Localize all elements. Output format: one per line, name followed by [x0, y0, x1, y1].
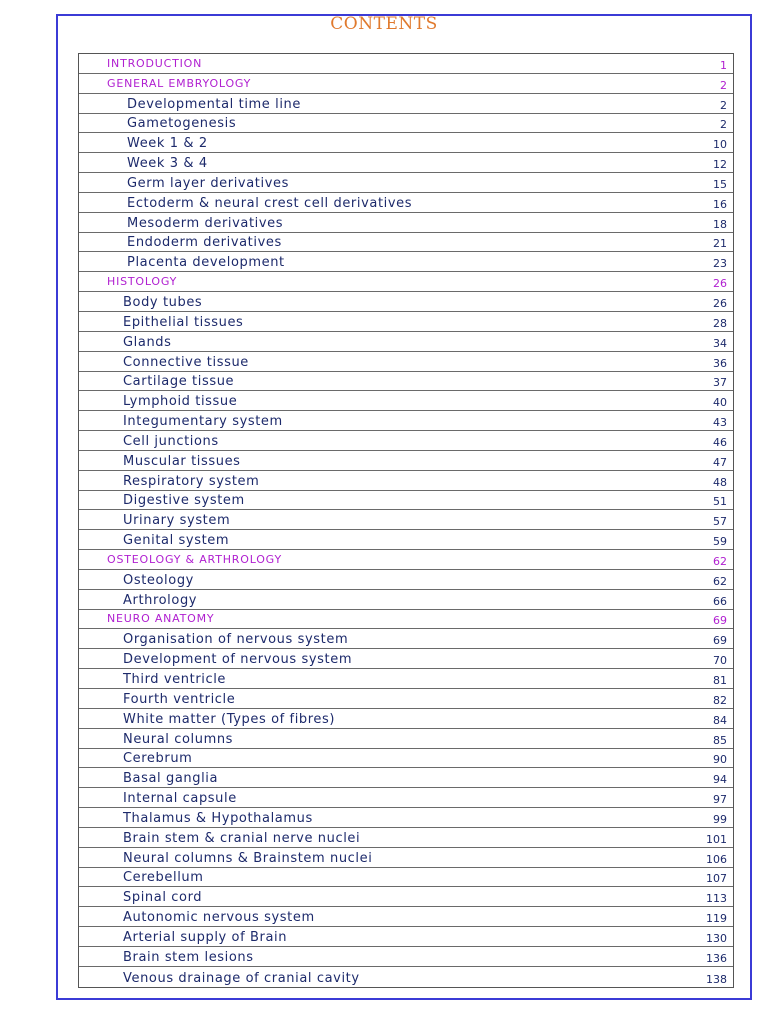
toc-page-number: 130 — [706, 931, 727, 945]
toc-entry-title: Brain stem lesions — [123, 949, 254, 965]
toc-page-number: 82 — [713, 693, 727, 707]
toc-entry-row — [79, 411, 733, 431]
toc-section-title: GENERAL EMBRYOLOGY — [107, 76, 252, 90]
toc-entry-row — [79, 967, 733, 987]
toc-page-number: 138 — [706, 972, 727, 986]
toc-entry-title: Mesoderm derivatives — [127, 215, 284, 231]
toc-page-number: 70 — [713, 654, 727, 668]
toc-section-row — [79, 54, 733, 74]
toc-page-number: 84 — [713, 713, 727, 727]
toc-page-number: 46 — [713, 435, 727, 449]
toc-page-number: 69 — [713, 614, 727, 628]
toc-page-number: 47 — [713, 455, 727, 469]
toc-entry-row — [79, 431, 733, 451]
toc-entry-title: Neural columns & Brainstem nuclei — [123, 850, 373, 866]
toc-entry-title: White matter (Types of fibres) — [123, 711, 336, 727]
toc-entry-title: Body tubes — [123, 294, 203, 310]
toc-page-number: 106 — [706, 852, 727, 866]
toc-page-number: 99 — [713, 812, 727, 826]
toc-page-number: 18 — [713, 217, 727, 231]
toc-section-row — [79, 74, 733, 94]
toc-entry-row — [79, 530, 733, 550]
toc-section-row — [79, 550, 733, 570]
toc-entry-row — [79, 173, 733, 193]
toc-entry-row — [79, 848, 733, 868]
toc-entry-title: Connective tissue — [123, 354, 249, 370]
toc-entry-title: Urinary system — [123, 513, 231, 529]
toc-entry-title: Neural columns — [123, 731, 234, 747]
toc-page-number: 10 — [713, 138, 727, 152]
toc-section-row — [79, 272, 733, 292]
toc-entry-row — [79, 709, 733, 729]
toc-entry-row — [79, 927, 733, 947]
toc-entry-row — [79, 471, 733, 491]
toc-entry-row — [79, 570, 733, 590]
toc-page-number: 119 — [706, 912, 727, 926]
toc-entry-title: Thalamus & Hypothalamus — [123, 810, 313, 826]
toc-entry-row — [79, 768, 733, 788]
toc-entry-row — [79, 292, 733, 312]
toc-entry-row — [79, 312, 733, 332]
toc-entry-row — [79, 153, 733, 173]
toc-entry-row — [79, 451, 733, 471]
toc-entry-title: Basal ganglia — [123, 771, 219, 787]
toc-page-number: 34 — [713, 336, 727, 350]
toc-page-number: 43 — [713, 416, 727, 430]
toc-entry-row — [79, 391, 733, 411]
toc-entry-row — [79, 788, 733, 808]
toc-entry-row — [79, 491, 733, 511]
toc-entry-title: Spinal cord — [123, 890, 203, 906]
toc-entry-title: Venous drainage of cranial cavity — [123, 970, 360, 986]
toc-entry-title: Placenta development — [127, 255, 285, 271]
toc-entry-row — [79, 729, 733, 749]
toc-entry-title: Gametogenesis — [127, 116, 237, 132]
toc-page-number: 62 — [713, 574, 727, 588]
toc-page-number: 66 — [713, 594, 727, 608]
toc-page-number: 37 — [713, 376, 727, 390]
toc-page-number: 107 — [706, 872, 727, 886]
toc-page-number: 2 — [720, 118, 727, 132]
toc-entry-row — [79, 887, 733, 907]
toc-entry-row — [79, 213, 733, 233]
toc-entry-title: Cell junctions — [123, 433, 219, 449]
table-of-contents — [78, 53, 734, 988]
toc-entry-title: Cartilage tissue — [123, 374, 235, 390]
toc-page-number: 85 — [713, 733, 727, 747]
toc-entry-row — [79, 352, 733, 372]
toc-page-number: 36 — [713, 356, 727, 370]
toc-page-number: 48 — [713, 475, 727, 489]
toc-entry-row — [79, 193, 733, 213]
toc-page-number: 90 — [713, 753, 727, 767]
toc-section-title: NEURO ANATOMY — [107, 612, 215, 626]
toc-entry-title: Fourth ventricle — [123, 691, 236, 707]
toc-page-number: 113 — [706, 892, 727, 906]
toc-entry-row — [79, 649, 733, 669]
toc-section-title: HISTOLOGY — [107, 275, 178, 289]
toc-entry-title: Cerebellum — [123, 870, 204, 886]
toc-entry-title: Digestive system — [123, 493, 245, 509]
toc-entry-title: Germ layer derivatives — [127, 175, 289, 191]
toc-page-number: 2 — [720, 98, 727, 112]
toc-entry-row — [79, 749, 733, 769]
toc-entry-title: Respiratory system — [123, 473, 260, 489]
toc-page-number: 2 — [720, 78, 727, 92]
toc-page-number: 94 — [713, 773, 727, 787]
toc-entry-title: Muscular tissues — [123, 453, 241, 469]
toc-page-number: 26 — [713, 296, 727, 310]
toc-page-number: 12 — [713, 158, 727, 172]
toc-entry-title: Brain stem & cranial nerve nuclei — [123, 830, 361, 846]
toc-entry-row — [79, 114, 733, 134]
toc-page-number: 81 — [713, 674, 727, 687]
toc-page-number: 97 — [713, 793, 727, 807]
toc-entry-title: Week 1 & 2 — [127, 136, 208, 152]
toc-entry-title: Epithelial tissues — [123, 314, 244, 330]
toc-page-number: 62 — [713, 554, 727, 568]
toc-entry-row — [79, 252, 733, 272]
toc-entry-row — [79, 907, 733, 927]
toc-entry-row — [79, 332, 733, 352]
toc-section-title: INTRODUCTION — [107, 56, 203, 70]
toc-page-number: 21 — [713, 237, 727, 251]
toc-entry-row — [79, 133, 733, 153]
toc-entry-title: Organisation of nervous system — [123, 632, 349, 648]
page-title: CONTENTS — [330, 14, 438, 34]
toc-entry-row — [79, 590, 733, 610]
toc-entry-title: Arthrology — [123, 592, 198, 608]
toc-section-row — [79, 610, 733, 630]
toc-entry-row — [79, 808, 733, 828]
toc-entry-title: Week 3 & 4 — [127, 156, 208, 172]
toc-entry-row — [79, 689, 733, 709]
toc-entry-row — [79, 828, 733, 848]
toc-entry-title: Arterial supply of Brain — [123, 929, 288, 945]
toc-entry-title: Lymphoid tissue — [123, 394, 238, 410]
toc-page-number: 28 — [713, 316, 727, 330]
toc-entry-title: Osteology — [123, 572, 194, 588]
toc-page-number: 69 — [713, 634, 727, 648]
toc-entry-title: Third ventricle — [123, 672, 227, 687]
toc-page-number: 23 — [713, 257, 727, 271]
toc-page-number: 26 — [713, 277, 727, 291]
toc-section-title: OSTEOLOGY & ARTHROLOGY — [107, 552, 282, 566]
toc-entry-title: Internal capsule — [123, 791, 237, 807]
toc-entry-row — [79, 372, 733, 392]
toc-entry-row — [79, 629, 733, 649]
toc-entry-title: Developmental time line — [127, 96, 301, 112]
toc-page-number: 15 — [713, 177, 727, 191]
toc-entry-title: Autonomic nervous system — [123, 910, 315, 926]
toc-page-number: 1 — [720, 58, 727, 72]
toc-entry-row — [79, 94, 733, 114]
toc-entry-title: Cerebrum — [123, 751, 193, 767]
toc-entry-title: Integumentary system — [123, 414, 283, 430]
toc-entry-title: Endoderm derivatives — [127, 235, 282, 251]
toc-page-number: 101 — [706, 832, 727, 846]
toc-page-number: 57 — [713, 515, 727, 529]
toc-entry-title: Glands — [123, 334, 172, 350]
toc-entry-row — [79, 868, 733, 888]
toc-entry-title: Development of nervous system — [123, 652, 353, 668]
toc-entry-row — [79, 669, 733, 689]
toc-entry-row — [79, 233, 733, 253]
toc-entry-row — [79, 947, 733, 967]
toc-page-number: 59 — [713, 535, 727, 549]
toc-page-number: 51 — [713, 495, 727, 509]
toc-page-number: 40 — [713, 396, 727, 410]
toc-page-number: 136 — [706, 951, 727, 965]
toc-entry-title: Genital system — [123, 533, 230, 549]
toc-entry-title: Ectoderm & neural crest cell derivatives — [127, 195, 413, 211]
toc-entry-row — [79, 510, 733, 530]
toc-page-number: 16 — [713, 197, 727, 211]
